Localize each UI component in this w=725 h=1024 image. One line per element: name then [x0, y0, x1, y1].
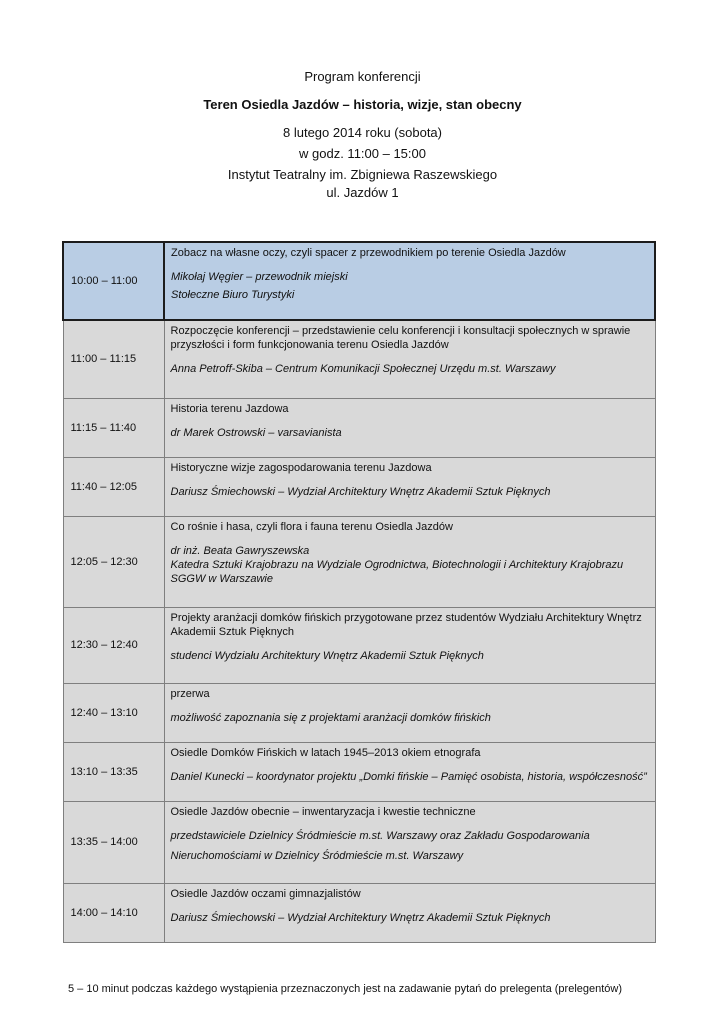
- session-time: 11:40 – 12:05: [63, 457, 164, 516]
- session-title: Rozpoczęcie konferencji – przedstawienie celu konferencji i konsultacji społecznych w sprawie przyszłości i form funkcjonowania terenu Osiedla Jazdów: [170, 325, 631, 351]
- session-speaker: Dariusz Śmiechowski – Wydział Architektury Wnętrz Akademii Sztuk Pięknych: [170, 911, 551, 924]
- schedule-row: [63, 320, 655, 398]
- conference-date: 8 lutego 2014 roku (sobota): [283, 125, 442, 140]
- session-time: 12:30 – 12:40: [63, 607, 164, 683]
- session-speaker: dr inż. Beata Gawryszewska: [170, 544, 310, 557]
- schedule-row: [63, 801, 655, 883]
- session-title: Projekty aranżacji domków fińskich przygotowane przez studentów Wydziału Architektury Wnętrz Akademii Sztuk Pięknych: [170, 611, 642, 638]
- schedule-row: [63, 883, 655, 942]
- session-details: [164, 516, 655, 607]
- session-time: 10:00 – 11:00: [63, 242, 164, 320]
- schedule-row: [63, 242, 655, 320]
- session-time: 13:10 – 13:35: [63, 742, 164, 801]
- schedule-row: [63, 398, 655, 457]
- session-speaker: Stołeczne Biuro Turystyki: [171, 289, 295, 301]
- conference-address: ul. Jazdów 1: [326, 185, 399, 200]
- session-details: [164, 457, 655, 516]
- session-title: Historia terenu Jazdowa: [170, 402, 289, 415]
- session-speaker: Katedra Sztuki Krajobrazu na Wydziale Ogrodnictwa, Biotechnologii i Architektury Krajobrazu SGGW w Warszawie: [170, 558, 624, 585]
- session-speaker: Nieruchomościami w Dzielnicy Śródmieście m.st. Warszawy: [170, 849, 464, 862]
- session-title: Osiedle Domków Fińskich w latach 1945–2013 okiem etnografa: [170, 746, 481, 759]
- session-speaker: przedstawiciele Dzielnicy Śródmieście m.st. Warszawy oraz Zakładu Gospodarowania: [170, 829, 590, 842]
- footer-note: 5 – 10 minut podczas każdego wystąpienia przeznaczonych jest na zadawanie pytań do prelegenta (prelegentów): [68, 983, 623, 995]
- session-time: 12:05 – 12:30: [63, 516, 164, 607]
- session-speaker: dr Marek Ostrowski – varsavianista: [170, 426, 342, 439]
- session-speaker: Daniel Kunecki – koordynator projektu „Domki fińskie – Pamięć osobista, historia, współczesność”: [170, 770, 647, 783]
- session-title: Osiedle Jazdów oczami gimnazjalistów: [170, 887, 361, 900]
- session-speaker: Mikołaj Węgier – przewodnik miejski: [171, 271, 348, 283]
- session-details: [164, 607, 655, 683]
- session-details: [164, 320, 655, 398]
- program-label: Program konferencji: [304, 69, 421, 84]
- session-speaker: studenci Wydziału Architektury Wnętrz Akademii Sztuk Pięknych: [170, 649, 484, 662]
- session-speaker: Anna Petroff-Skiba – Centrum Komunikacji Społecznej Urzędu m.st. Warszawy: [170, 363, 556, 375]
- session-title: Osiedle Jazdów obecnie – inwentaryzacja i kwestie techniczne: [170, 805, 476, 818]
- session-time: 11:00 – 11:15: [63, 320, 164, 398]
- session-time: 12:40 – 13:10: [63, 683, 164, 742]
- schedule-row: [63, 683, 655, 742]
- session-details: [164, 398, 655, 457]
- session-details: [164, 742, 655, 801]
- conference-venue: Instytut Teatralny im. Zbigniewa Raszewskiego: [227, 167, 498, 182]
- session-time: 11:15 – 11:40: [63, 398, 164, 457]
- schedule-row: [63, 516, 655, 607]
- session-details: [164, 801, 655, 883]
- session-details: [164, 883, 655, 942]
- session-speaker: Dariusz Śmiechowski – Wydział Architektury Wnętrz Akademii Sztuk Pięknych: [170, 485, 551, 498]
- conference-title: Teren Osiedla Jazdów – historia, wizje, stan obecny: [203, 97, 522, 112]
- session-note: możliwość zapoznania się z projektami aranżacji domków fińskich: [170, 711, 491, 724]
- schedule-table: [62, 241, 656, 943]
- schedule-row: [63, 457, 655, 516]
- conference-hours: w godz. 11:00 – 15:00: [299, 146, 426, 161]
- session-time: 14:00 – 14:10: [63, 883, 164, 942]
- session-details: [164, 242, 655, 320]
- session-title: Co rośnie i hasa, czyli flora i fauna terenu Osiedla Jazdów: [170, 520, 453, 533]
- session-time: 13:35 – 14:00: [63, 801, 164, 883]
- session-title: przerwa: [170, 687, 210, 700]
- schedule-row: [63, 742, 655, 801]
- session-title: Historyczne wizje zagospodarowania terenu Jazdowa: [170, 461, 432, 474]
- session-title: Zobacz na własne oczy, czyli spacer z przewodnikiem po terenie Osiedla Jazdów: [171, 247, 566, 259]
- schedule-row: [63, 607, 655, 683]
- session-details: [164, 683, 655, 742]
